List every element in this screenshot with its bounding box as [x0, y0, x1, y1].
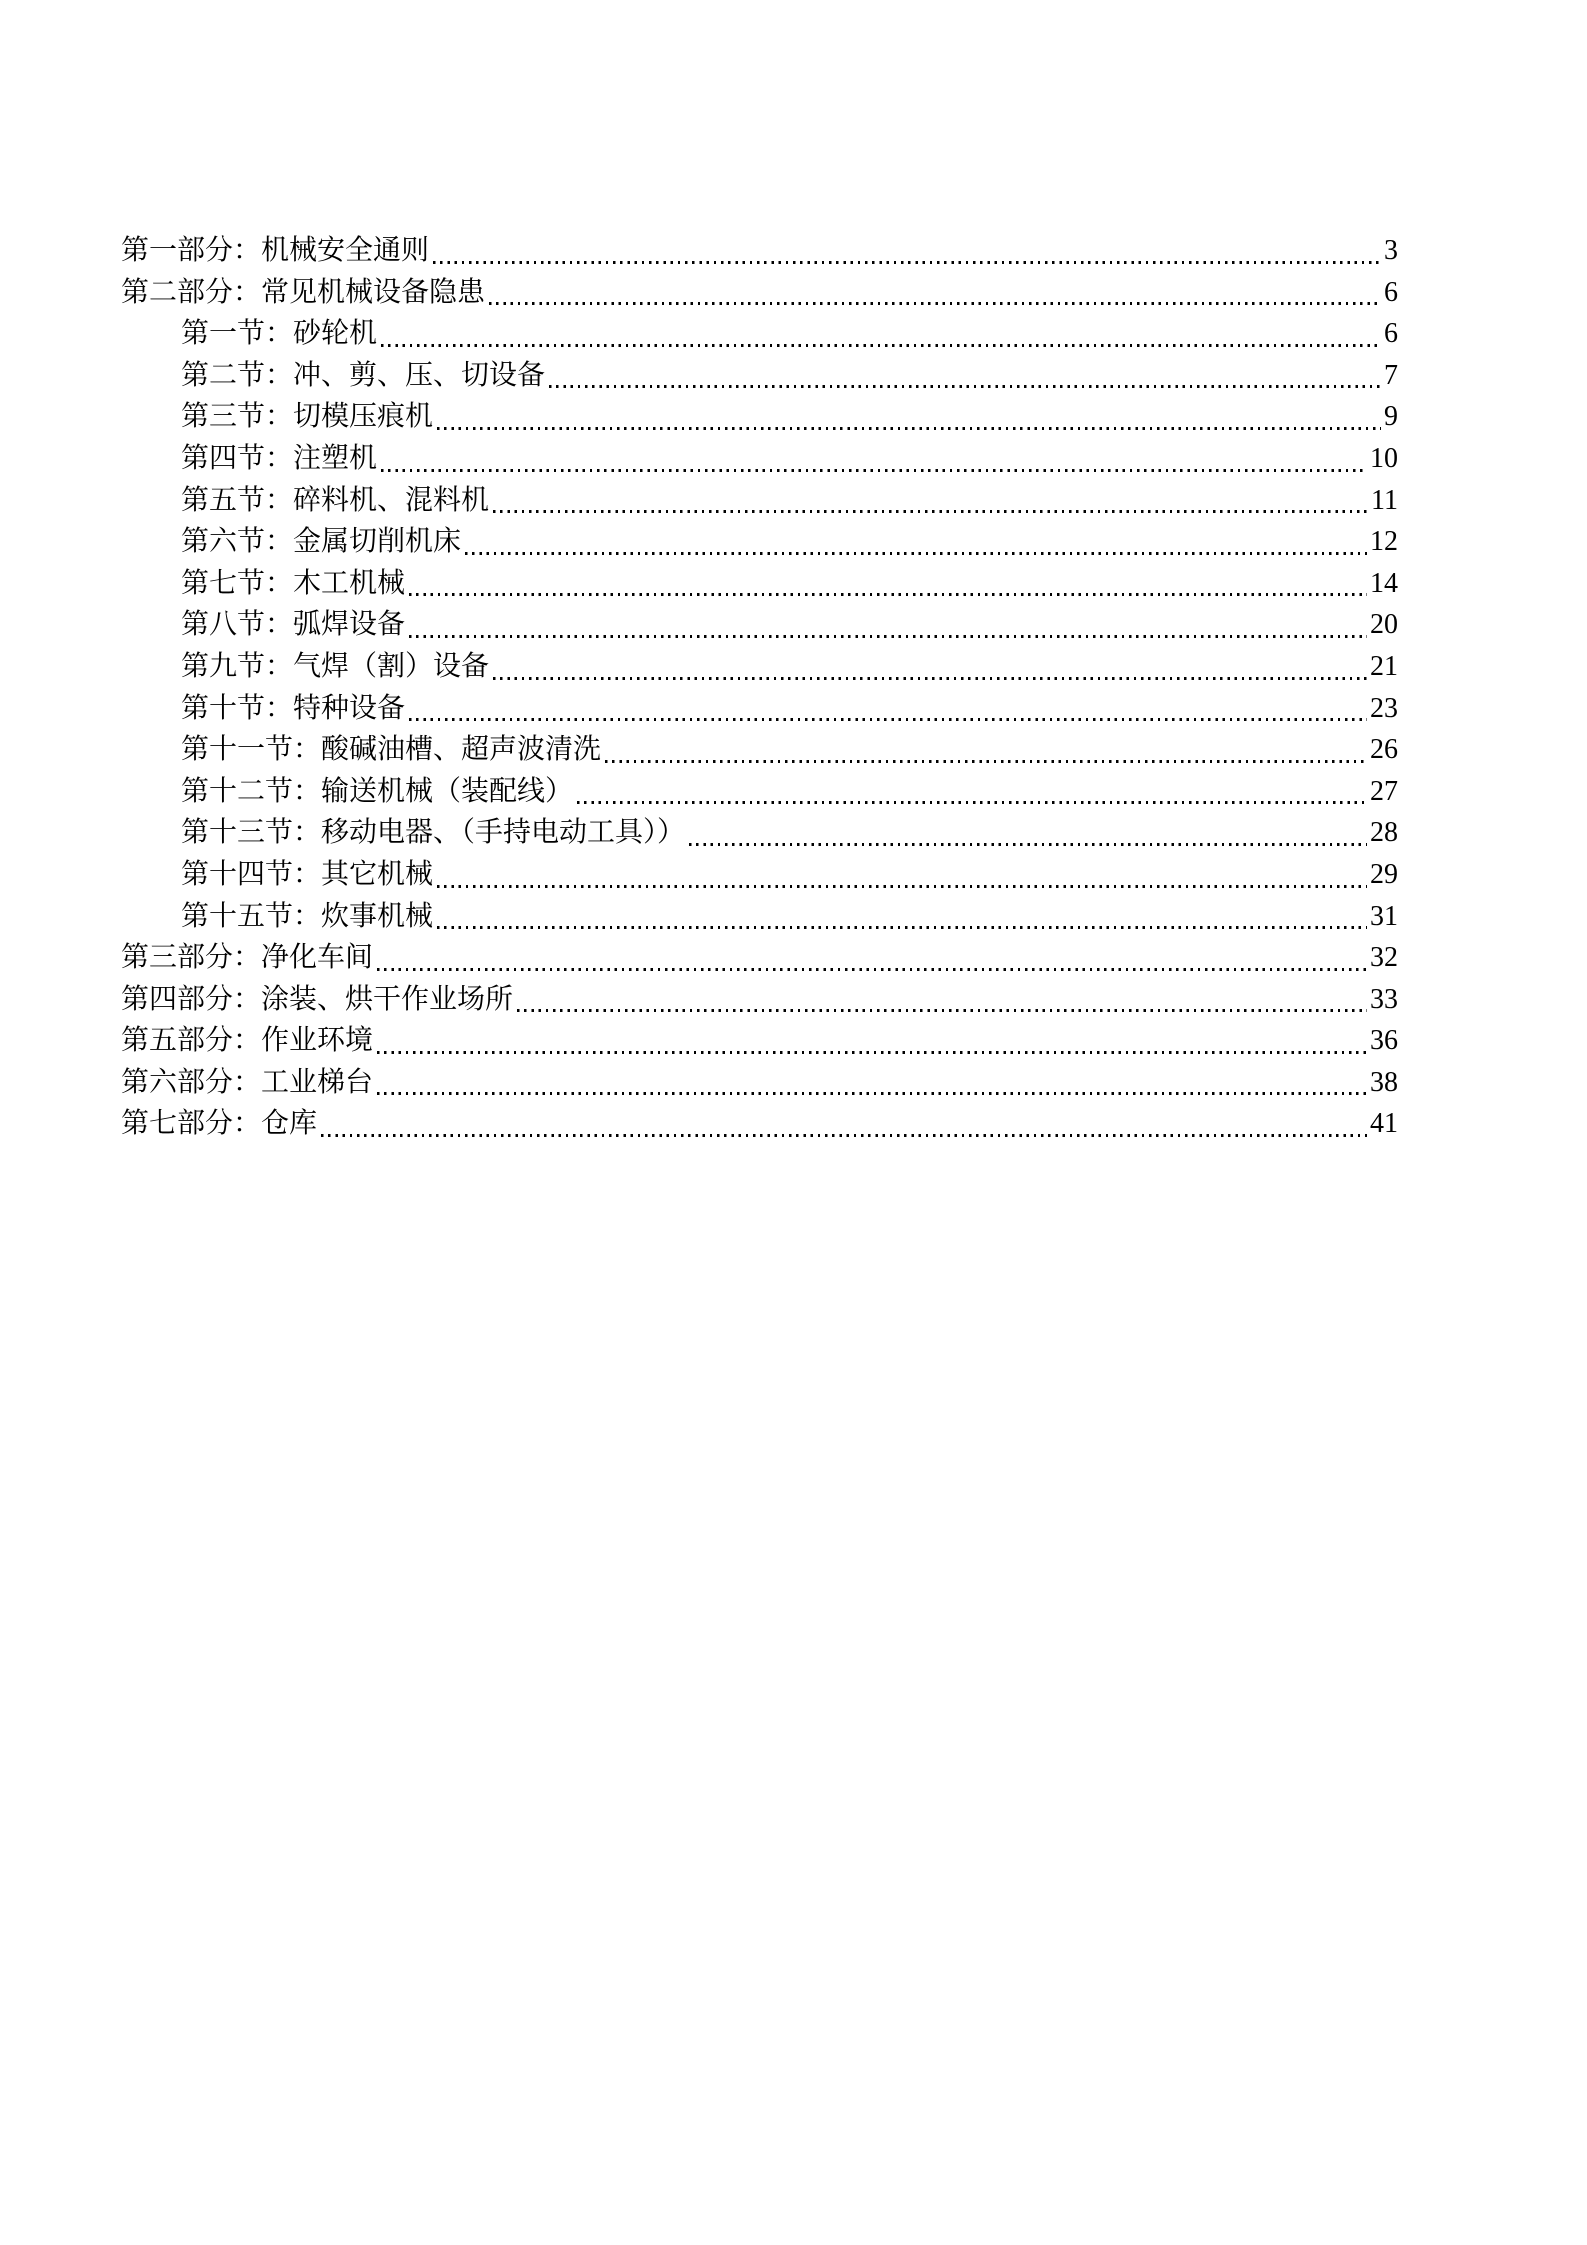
- toc-entry[interactable]: [121, 521, 1398, 563]
- dot-leader: [465, 552, 1367, 555]
- toc-entry[interactable]: [121, 1020, 1398, 1062]
- toc-page-number: 31: [1370, 900, 1398, 932]
- toc-entry[interactable]: [121, 688, 1398, 730]
- toc-entry-text[interactable]: 第七部分：仓库: [121, 1108, 318, 1140]
- toc-page-number: 26: [1370, 734, 1398, 766]
- toc-page-number: 36: [1370, 1025, 1398, 1057]
- toc-entry-text[interactable]: 第四部分：涂装、烘干作业场所: [121, 983, 514, 1015]
- toc-entry-text[interactable]: 第二节：冲、剪、压、切设备: [181, 359, 546, 391]
- toc-page-number: 28: [1370, 817, 1398, 849]
- toc-entry-text[interactable]: 第九节：气焊（割）设备: [181, 650, 490, 682]
- dot-leader: [489, 302, 1381, 305]
- toc-page-number: 29: [1370, 858, 1398, 890]
- toc-page-number: 9: [1384, 401, 1398, 433]
- toc-entry-text[interactable]: 第十五节：炊事机械: [181, 900, 434, 932]
- toc-entry[interactable]: [121, 396, 1398, 438]
- dot-leader: [549, 385, 1381, 388]
- dot-leader: [437, 926, 1367, 929]
- toc-entry-text[interactable]: 第五节：碎料机、混料机: [181, 484, 490, 516]
- toc-page-number: 11: [1371, 484, 1398, 516]
- toc-entry[interactable]: [121, 896, 1398, 938]
- toc-page-number: 27: [1370, 775, 1398, 807]
- toc-entry-text[interactable]: 第一节：砂轮机: [181, 318, 378, 350]
- dot-leader: [605, 760, 1367, 763]
- toc-entry[interactable]: [121, 272, 1398, 314]
- toc-entry[interactable]: [121, 729, 1398, 771]
- toc-entry-text[interactable]: 第十一节：酸碱油槽、超声波清洗: [181, 734, 602, 766]
- dot-leader: [409, 635, 1367, 638]
- toc-entry[interactable]: [121, 812, 1398, 854]
- toc-entry[interactable]: [121, 1103, 1398, 1145]
- toc-entry-text[interactable]: 第二部分：常见机械设备隐患: [121, 276, 486, 308]
- dot-leader: [381, 344, 1381, 347]
- toc-entry-text[interactable]: 第三部分：净化车间: [121, 942, 374, 974]
- dot-leader: [433, 261, 1381, 264]
- toc-entry-text[interactable]: 第十三节：移动电器、（手持电动工具））: [181, 817, 686, 849]
- toc-entry[interactable]: [121, 854, 1398, 896]
- toc-entry-text[interactable]: 第六部分：工业梯台: [121, 1066, 374, 1098]
- toc-page-number: 6: [1384, 276, 1398, 308]
- toc-page-number: 41: [1370, 1108, 1398, 1140]
- dot-leader: [493, 677, 1367, 680]
- toc-entry-text[interactable]: 第一部分：机械安全通则: [121, 235, 430, 266]
- toc-page-number: 6: [1384, 318, 1398, 350]
- toc-entry-text[interactable]: 第六节：金属切削机床: [181, 526, 462, 558]
- toc-page-number: 20: [1370, 609, 1398, 641]
- toc-entry[interactable]: [121, 355, 1398, 397]
- toc-entry[interactable]: [121, 1062, 1398, 1104]
- toc-entry[interactable]: [121, 771, 1398, 813]
- toc-entry[interactable]: [121, 313, 1398, 355]
- dot-leader: [381, 469, 1367, 472]
- toc-page-number: 14: [1370, 567, 1398, 599]
- table-of-contents: [121, 230, 1398, 1145]
- toc-page-number: 21: [1370, 650, 1398, 682]
- dot-leader: [377, 968, 1367, 971]
- toc-entry[interactable]: [121, 646, 1398, 688]
- toc-page-number: 33: [1370, 983, 1398, 1015]
- dot-leader: [517, 1009, 1367, 1012]
- dot-leader: [409, 593, 1367, 596]
- toc-page-number: 7: [1384, 359, 1398, 391]
- toc-page-number: 3: [1384, 235, 1398, 266]
- toc-entry-text[interactable]: 第四节：注塑机: [181, 442, 378, 474]
- dot-leader: [437, 885, 1367, 888]
- toc-entry[interactable]: [121, 480, 1398, 522]
- dot-leader: [409, 718, 1367, 721]
- dot-leader: [377, 1051, 1367, 1054]
- dot-leader: [377, 1092, 1367, 1095]
- toc-entry[interactable]: [121, 604, 1398, 646]
- toc-entry-text[interactable]: 第十二节：输送机械（装配线）: [181, 775, 574, 807]
- dot-leader: [437, 427, 1381, 430]
- toc-entry[interactable]: [121, 563, 1398, 605]
- toc-page-number: 12: [1370, 526, 1398, 558]
- dot-leader: [321, 1134, 1367, 1137]
- toc-page-number: 32: [1370, 942, 1398, 974]
- toc-entry-text[interactable]: 第十四节：其它机械: [181, 858, 434, 890]
- toc-entry[interactable]: [121, 979, 1398, 1021]
- toc-page-number: 38: [1370, 1066, 1398, 1098]
- toc-entry-text[interactable]: 第五部分：作业环境: [121, 1025, 374, 1057]
- dot-leader: [493, 510, 1368, 513]
- toc-entry[interactable]: [121, 438, 1398, 480]
- toc-entry-text[interactable]: 第十节：特种设备: [181, 692, 406, 724]
- toc-page-number: 23: [1370, 692, 1398, 724]
- toc-entry-text[interactable]: 第三节：切模压痕机: [181, 401, 434, 433]
- toc-entry[interactable]: [121, 230, 1398, 272]
- toc-entry[interactable]: [121, 937, 1398, 979]
- dot-leader: [689, 843, 1367, 846]
- toc-entry-text[interactable]: 第八节：弧焊设备: [181, 609, 406, 641]
- toc-page-number: 10: [1370, 442, 1398, 474]
- toc-entry-text[interactable]: 第七节：木工机械: [181, 567, 406, 599]
- dot-leader: [577, 801, 1367, 804]
